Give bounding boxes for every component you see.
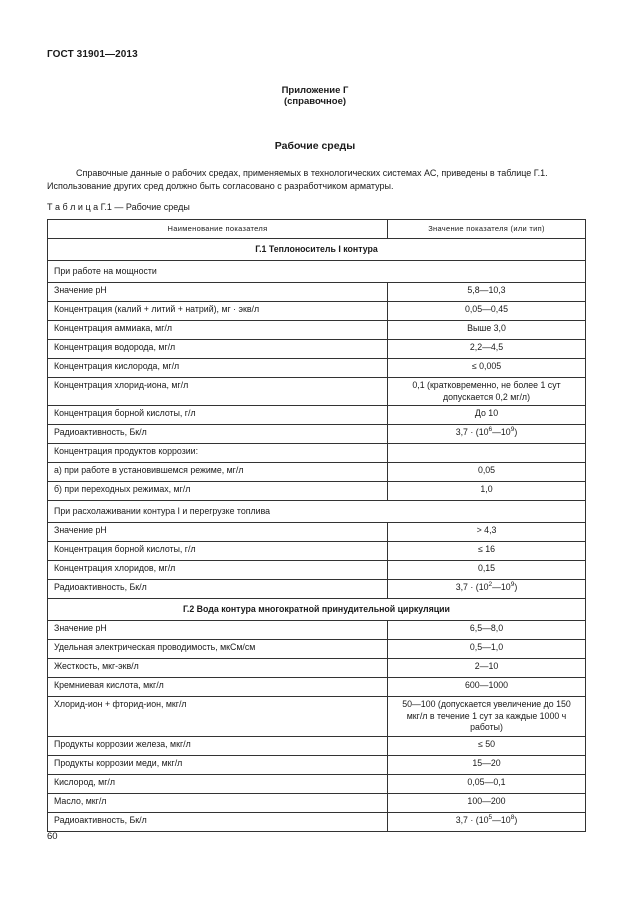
param-name: Жесткость, мкг-экв/л bbox=[48, 659, 388, 678]
table-row bbox=[48, 542, 586, 561]
appendix-title: Приложение Г bbox=[281, 85, 349, 96]
param-name: Масло, мкг/л bbox=[48, 793, 388, 812]
exponent: 5 bbox=[488, 814, 493, 822]
exponent: 6 bbox=[488, 426, 493, 434]
param-name: а) при работе в установившемся режиме, мг/л bbox=[48, 463, 388, 482]
table-row bbox=[48, 283, 586, 302]
table-row bbox=[48, 523, 586, 542]
exponent: 9 bbox=[510, 426, 515, 434]
param-name: Концентрация борной кислоты, г/л bbox=[48, 406, 388, 425]
table-row bbox=[48, 697, 586, 737]
table-row bbox=[48, 755, 586, 774]
param-value: Выше 3,0 bbox=[388, 321, 586, 340]
param-name: Концентрация хлоридов, мг/л bbox=[48, 561, 388, 580]
table-row bbox=[48, 736, 586, 755]
exponent: 8 bbox=[510, 814, 515, 822]
value-end: ) bbox=[514, 582, 518, 593]
param-value: 100—200 bbox=[388, 793, 586, 812]
subheading: При работе на мощности bbox=[48, 261, 586, 283]
param-value: ≤ 16 bbox=[388, 542, 586, 561]
param-value: 50—100 (допускается увеличение до 150 мкг/л в течение 1 сут за каждые 1000 ч работы) bbox=[388, 697, 586, 737]
intro-paragraph: Справочные данные о рабочих средах, применяемых в технологических системах АС, приведены в таблице Г.1. Использование других сред должно быть согласовано с разработчиком арматуры. bbox=[47, 168, 548, 191]
media-table bbox=[47, 219, 586, 832]
param-name: Кислород, мг/л bbox=[48, 774, 388, 793]
column-header-value: Значение показателя (или тип) bbox=[388, 220, 586, 239]
param-name: Хлорид-ион + фторид-ион, мкг/л bbox=[48, 697, 388, 737]
group-heading bbox=[48, 599, 586, 621]
table-row bbox=[48, 659, 586, 678]
value-end: ) bbox=[514, 814, 518, 825]
group-title: Г.1 Теплоноситель I контура bbox=[48, 239, 586, 261]
param-name: Радиоактивность, Бк/л bbox=[48, 425, 388, 444]
standard-header: ГОСТ 31901—2013 bbox=[47, 49, 138, 60]
param-value: 0,05 bbox=[388, 463, 586, 482]
table-row bbox=[48, 793, 586, 812]
param-name: Значение pH bbox=[48, 283, 388, 302]
table-row bbox=[48, 678, 586, 697]
param-value: 600—1000 bbox=[388, 678, 586, 697]
value-mid: —10 bbox=[492, 814, 511, 825]
param-name: Радиоактивность, Бк/л bbox=[48, 812, 388, 831]
table-row bbox=[48, 378, 586, 406]
param-value: 2—10 bbox=[388, 659, 586, 678]
param-name: Концентрация хлорид-иона, мг/л bbox=[48, 378, 388, 406]
param-value: ≤ 0,005 bbox=[388, 359, 586, 378]
table-caption: Т а б л и ц а Г.1 — Рабочие среды bbox=[47, 202, 190, 212]
table-row bbox=[48, 774, 586, 793]
param-value: 0,5—1,0 bbox=[388, 640, 586, 659]
param-name: Радиоактивность, Бк/л bbox=[48, 580, 388, 599]
table-row bbox=[48, 640, 586, 659]
exponent: 9 bbox=[510, 581, 515, 589]
value-end: ) bbox=[514, 427, 518, 438]
param-value: 5,8—10,3 bbox=[388, 283, 586, 302]
param-name: Концентрация аммиака, мг/л bbox=[48, 321, 388, 340]
section-title: Рабочие среды bbox=[274, 140, 356, 152]
table-row bbox=[48, 580, 586, 599]
param-value: 2,2—4,5 bbox=[388, 340, 586, 359]
param-value bbox=[388, 812, 586, 831]
param-value: ≤ 50 bbox=[388, 736, 586, 755]
page-number: 60 bbox=[47, 831, 58, 842]
column-header-name: Наименование показателя bbox=[48, 220, 388, 239]
param-name: Продукты коррозии железа, мкг/л bbox=[48, 736, 388, 755]
param-name: Кремниевая кислота, мкг/л bbox=[48, 678, 388, 697]
param-value bbox=[388, 444, 586, 463]
table-row bbox=[48, 406, 586, 425]
table-row bbox=[48, 812, 586, 831]
param-name: Концентрация продуктов коррозии: bbox=[48, 444, 388, 463]
param-value: 0,1 (кратковременно, не более 1 сут допускается 0,2 мг/л) bbox=[388, 378, 586, 406]
param-name: Концентрация кислорода, мг/л bbox=[48, 359, 388, 378]
param-value: 0,05—0,1 bbox=[388, 774, 586, 793]
group-heading bbox=[48, 239, 586, 261]
param-name: Концентрация водорода, мг/л bbox=[48, 340, 388, 359]
param-name: Концентрация борной кислоты, г/л bbox=[48, 542, 388, 561]
table-row bbox=[48, 463, 586, 482]
param-name: Значение pH bbox=[48, 523, 388, 542]
value-base: 3,7 · (10 bbox=[455, 814, 489, 825]
table-row bbox=[48, 621, 586, 640]
param-value bbox=[388, 425, 586, 444]
table-row bbox=[48, 482, 586, 501]
param-name: Концентрация (калий + литий + натрий), мг · экв/л bbox=[48, 302, 388, 321]
param-name: Значение pH bbox=[48, 621, 388, 640]
param-name: Удельная электрическая проводимость, мкСм/см bbox=[48, 640, 388, 659]
param-value: 15—20 bbox=[388, 755, 586, 774]
appendix-note: (справочное) bbox=[283, 96, 347, 107]
param-value: До 10 bbox=[388, 406, 586, 425]
param-value: 0,05—0,45 bbox=[388, 302, 586, 321]
param-value bbox=[388, 580, 586, 599]
param-value: > 4,3 bbox=[388, 523, 586, 542]
table-row bbox=[48, 302, 586, 321]
value-base: 3,7 · (10 bbox=[455, 427, 489, 438]
table-row bbox=[48, 340, 586, 359]
param-name: Продукты коррозии меди, мкг/л bbox=[48, 755, 388, 774]
table-header-row bbox=[48, 220, 586, 239]
param-name: б) при переходных режимах, мг/л bbox=[48, 482, 388, 501]
table-row bbox=[48, 321, 586, 340]
param-value: 1,0 bbox=[388, 482, 586, 501]
subheading-row bbox=[48, 261, 586, 283]
subheading-row bbox=[48, 501, 586, 523]
table-row bbox=[48, 444, 586, 463]
param-value: 0,15 bbox=[388, 561, 586, 580]
exponent: 2 bbox=[488, 581, 493, 589]
param-value: 6,5—8,0 bbox=[388, 621, 586, 640]
value-mid: —10 bbox=[492, 427, 511, 438]
table-row bbox=[48, 359, 586, 378]
table-row bbox=[48, 561, 586, 580]
group-title: Г.2 Вода контура многократной принудительной циркуляции bbox=[48, 599, 586, 621]
subheading: При расхолаживании контура I и перегрузке топлива bbox=[48, 501, 586, 523]
table-row bbox=[48, 425, 586, 444]
value-base: 3,7 · (10 bbox=[455, 582, 489, 593]
value-mid: —10 bbox=[492, 582, 511, 593]
